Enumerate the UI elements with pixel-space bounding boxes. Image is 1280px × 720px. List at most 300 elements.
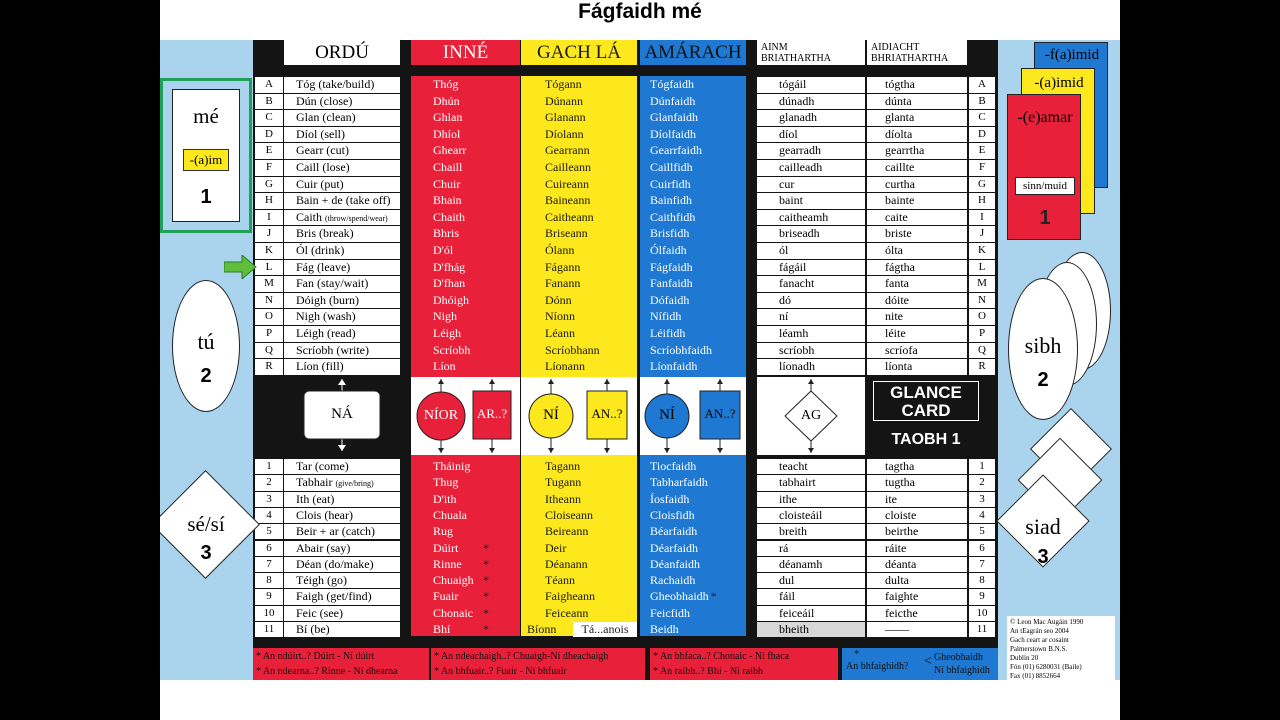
inne-cell [411, 541, 520, 556]
na-label: NÁ [331, 406, 353, 422]
header-aidiacht-1: AIDIACHT [871, 42, 920, 53]
gach-la-cell [521, 343, 637, 359]
ainm-briathartha-cell: líonadh [757, 359, 865, 375]
note-gheobhaidh-answer: Gheobhaidh [934, 652, 983, 663]
ainm-briathartha-cell: fágáil [757, 260, 865, 276]
verb-row [253, 343, 998, 359]
credit-line-4: Palmerstown B.N.S. [1010, 645, 1068, 653]
inne-form: Bhí [433, 622, 451, 636]
inne-form: Tháinig [433, 459, 471, 473]
nior-label: NÍOR [423, 408, 459, 423]
inne-form: Nigh [433, 309, 457, 324]
ordu-verb: Nigh (wash) [296, 309, 356, 324]
amarach-form: Cuirfidh [650, 176, 691, 191]
ordu-verb: Déan (do/make) [296, 556, 374, 571]
person-2: 2 [200, 365, 212, 387]
row-letter-left: L [255, 260, 283, 276]
amarach-cell [640, 343, 746, 359]
aidiacht-cell: tugtha [867, 475, 967, 490]
ordu-verb: Caith [296, 209, 322, 224]
amarach-form: Déarfaidh [650, 540, 698, 555]
inne-form: Chaill [433, 160, 463, 174]
amarach-cell [640, 557, 746, 572]
header-ainm [757, 40, 865, 65]
pronoun-tu: tú [197, 329, 215, 354]
amarach-cell [640, 210, 746, 226]
inne-form: Fuair [433, 589, 459, 604]
gach-la-form: Léann [545, 326, 575, 340]
gach-la-form: Itheann [545, 491, 581, 506]
inne-cell [411, 326, 520, 342]
row-letter-left: F [255, 160, 283, 176]
ordu-cell [284, 177, 400, 193]
ordu-verb: Dún (close) [296, 93, 353, 108]
ainm-briathartha-cell: cloisteáil [757, 508, 865, 523]
ag-label: AG [800, 408, 822, 423]
irregular-star-icon: * [483, 589, 489, 604]
slide [160, 0, 1120, 720]
row-letter-left: 8 [255, 573, 283, 588]
copyright-credits [1007, 616, 1115, 680]
row-letter-right: I [969, 210, 995, 226]
ending-eamar: -(e)amar [1017, 109, 1073, 126]
row-letter-right: N [969, 293, 995, 309]
ordu-cell [284, 326, 400, 342]
amarach-cell [640, 622, 746, 637]
person-3-plural: 3 [1037, 546, 1049, 568]
header-aidiacht-2: BHRIATHARTHA [871, 53, 949, 64]
star-icon: * [653, 651, 658, 662]
aidiacht-cell: caite [867, 210, 967, 226]
amarach-cell [640, 492, 746, 507]
verb-row [253, 243, 998, 259]
note-fuair: An bhfuair..? Fuair - Ní bhfuair [440, 666, 567, 677]
header-aidiacht [867, 40, 967, 65]
gach-la-cell [521, 143, 637, 159]
gach-la-form: Téann [545, 573, 575, 588]
inne-cell [411, 110, 520, 126]
aidiacht-cell: curtha [867, 177, 967, 193]
amarach-form: Fágfaidh [650, 259, 693, 274]
aidiacht-cell: ite [867, 492, 967, 507]
person-1: 1 [200, 186, 212, 208]
inne-cell [411, 77, 520, 93]
amarach-cell [640, 309, 746, 325]
ordu-verb: Caill (lose) [296, 160, 350, 174]
aidiacht-cell: gearrtha [867, 143, 967, 159]
row-letter-left: A [255, 77, 283, 93]
inne-form: Dhíol [433, 126, 461, 141]
gach-la-cell [521, 573, 637, 588]
amarach-form: Déanfaidh [650, 556, 700, 571]
ainm-briathartha-cell: dúnadh [757, 94, 865, 110]
amarach-cell [640, 276, 746, 292]
amarach-cell [640, 260, 746, 276]
inne-form: D'ól [433, 243, 454, 257]
ordu-gloss-small: (give/bring) [335, 479, 374, 489]
aidiacht-cell: tógtha [867, 77, 967, 93]
amarach-form: Cloisfidh [650, 507, 695, 522]
note-ni-bhfaighidh: Ní bhfaighidh [934, 665, 990, 676]
verb-row [253, 508, 998, 523]
inne-cell [411, 260, 520, 276]
ordu-verb: Díol (sell) [296, 126, 345, 141]
aidiacht-cell: tagtha [867, 459, 967, 474]
ordu-verb: Glan (clean) [296, 110, 356, 125]
amarach-form: Gheobhaidh [650, 589, 709, 604]
ainm-briathartha-cell: tabhairt [757, 475, 865, 490]
ordu-cell [284, 541, 400, 556]
ordu-cell [284, 343, 400, 359]
ordu-verb: Bris (break) [296, 226, 354, 241]
row-letter-right: 7 [969, 557, 995, 572]
amarach-form: Díolfaidh [650, 126, 696, 141]
amarach-form: Tabharfaidh [650, 475, 708, 490]
slide-title: Fágfaidh mé [578, 0, 702, 23]
ordu-verb: Tóg (take/build) [296, 77, 375, 91]
irregular-star-icon: * [710, 589, 717, 604]
row-letter-right: D [969, 127, 995, 143]
an-present-label: AN..? [591, 406, 623, 421]
amarach-cell [640, 127, 746, 143]
gach-la-cell [521, 589, 637, 604]
row-letter-right: B [969, 94, 995, 110]
ordu-gloss-small: (throw/spend/wear) [325, 213, 388, 223]
aidiacht-cell: cloiste [867, 508, 967, 523]
ainm-briathartha-cell: caitheamh [757, 210, 865, 226]
gach-la-cell [521, 492, 637, 507]
aidiacht-cell: caillte [867, 160, 967, 176]
amarach-form: Béarfaidh [650, 524, 698, 539]
inne-cell [411, 210, 520, 226]
gach-la-cell [521, 541, 637, 556]
gach-la-cell [521, 293, 637, 309]
ordu-verb: Téigh (go) [296, 573, 347, 588]
ordu-cell [284, 127, 400, 143]
row-letter-right: H [969, 193, 995, 209]
credit-line-6: Fón (01) 6280031 (Baile) [1010, 663, 1082, 671]
card-word: CARD [901, 401, 951, 420]
ordu-cell [284, 293, 400, 309]
inne-cell [411, 459, 520, 474]
verb-row [253, 110, 998, 126]
verb-row [253, 293, 998, 309]
ordu-verb: Gearr (cut) [296, 143, 349, 158]
row-letter-right: R [969, 359, 995, 375]
aidiacht-cell: —— [867, 622, 967, 637]
ordu-cell [284, 573, 400, 588]
header-amarach: AMÁRACH [640, 40, 746, 65]
ainm-briathartha-cell: dul [757, 573, 865, 588]
gach-la-cell [521, 309, 637, 325]
ordu-cell [284, 492, 400, 507]
inne-cell [411, 343, 520, 359]
inne-cell [411, 492, 520, 507]
ainm-briathartha-cell: glanadh [757, 110, 865, 126]
row-letter-right: 10 [969, 606, 995, 621]
note-chuaigh: An ndeachaigh..? Chuaigh-Ní dheachaigh [440, 651, 609, 662]
row-letter-right: 2 [969, 475, 995, 490]
gach-la-cell [521, 524, 637, 539]
ordu-cell [284, 359, 400, 375]
ordu-verb: Bain + de (take off) [296, 193, 391, 208]
verb-row [253, 459, 998, 474]
inne-form: Dhún [433, 93, 460, 108]
verb-row [253, 226, 998, 242]
inne-cell [411, 226, 520, 242]
verb-row [253, 541, 998, 556]
gach-la-cell [521, 475, 637, 490]
ainm-briathartha-cell: ithe [757, 492, 865, 507]
inne-cell [411, 193, 520, 209]
amarach-form: Léifidh [650, 326, 686, 340]
amarach-cell [640, 508, 746, 523]
gach-la-form: Níonn [545, 309, 575, 324]
row-letter-left: Q [255, 343, 283, 359]
gach-la-cell [521, 508, 637, 523]
ordu-cell [284, 459, 400, 474]
gach-la-cell [521, 459, 637, 474]
row-letter-right: 4 [969, 508, 995, 523]
pronoun-se-si: sé/sí [187, 512, 225, 536]
irregular-star-icon: * [483, 622, 489, 636]
gach-la-cell [521, 77, 637, 93]
gach-la-cell [521, 110, 637, 126]
verb-row [253, 260, 998, 276]
gach-la-cell [521, 127, 637, 143]
row-letter-left: K [255, 243, 283, 259]
ordu-verb: Faigh (get/find) [296, 589, 372, 604]
inne-cell [411, 243, 520, 259]
inne-cell [411, 160, 520, 176]
row-letter-left: 9 [255, 589, 283, 604]
ainm-briathartha-cell: bheith [757, 622, 865, 637]
gach-la-cell [521, 276, 637, 292]
note-chonaic-bhi [650, 648, 838, 680]
row-letter-right: 6 [969, 541, 995, 556]
ordu-verb: Tabhair [296, 475, 333, 490]
ordu-cell [284, 226, 400, 242]
aidiacht-cell: fanta [867, 276, 967, 292]
ordu-verb: Fan (stay/wait) [296, 276, 369, 291]
gach-la-cell [521, 94, 637, 110]
gach-la-cell [521, 359, 637, 375]
taobh-label: TAOBH 1 [891, 431, 961, 448]
ar-question-label: AR..? [476, 406, 508, 421]
pronoun-me: mé [193, 104, 219, 128]
ainm-briathartha-cell: fáil [757, 589, 865, 604]
verb-table [253, 40, 998, 680]
verb-row [253, 193, 998, 209]
row-letter-left: H [255, 193, 283, 209]
row-letter-left: 3 [255, 492, 283, 507]
credit-line-7: Fax (01) 8852664 [1010, 672, 1061, 680]
ordu-cell [284, 260, 400, 276]
amarach-form: Líonfaidh [650, 359, 698, 374]
ta-anois-note: Tá...anois [573, 622, 637, 637]
row-letter-right: F [969, 160, 995, 176]
gach-la-cell [521, 260, 637, 276]
note-rinne: An ndearna..? Rinne - Ní dhearna [262, 666, 398, 677]
gach-la-cell [521, 193, 637, 209]
ordu-verb: Feic (see) [296, 605, 343, 620]
gach-la-form: Tógann [545, 77, 582, 91]
amarach-cell [640, 77, 746, 93]
star-icon: * [434, 651, 439, 662]
inne-form: Dúirt [433, 540, 459, 555]
inne-form: Chaith [433, 209, 465, 224]
ainm-briathartha-cell: gearradh [757, 143, 865, 159]
ainm-briathartha-cell: déanamh [757, 557, 865, 572]
ordu-verb: Scríobh (write) [296, 342, 369, 357]
inne-negative-section [411, 377, 520, 455]
verb-row [253, 359, 998, 375]
ordu-cell [284, 110, 400, 126]
row-letter-left: D [255, 127, 283, 143]
note-duirt: An ndúirt..? Dúirt - Ní dúirt [262, 651, 375, 662]
aidiacht-cell: briste [867, 226, 967, 242]
amarach-form: Dúnfaidh [650, 93, 696, 108]
inne-cell [411, 589, 520, 604]
aidiacht-cell: ólta [867, 243, 967, 259]
ordu-cell [284, 94, 400, 110]
row-letter-right: K [969, 243, 995, 259]
inne-form: Chuala [433, 507, 467, 522]
inne-cell [411, 508, 520, 523]
amarach-form: Beidh [650, 622, 679, 636]
inne-form: D'fhág [433, 259, 466, 274]
top-verb-rows [253, 77, 998, 377]
amarach-cell [640, 359, 746, 375]
inne-form: Léigh [433, 326, 461, 340]
inne-cell [411, 359, 520, 375]
ainm-briathartha-cell: tógáil [757, 77, 865, 93]
inne-form: Rug [433, 524, 454, 539]
ordu-verb: Clois (hear) [296, 507, 353, 522]
header-ainm-2: BRIATHARTHA [761, 53, 831, 64]
ordu-verb: Dóigh (burn) [296, 292, 359, 307]
ordu-verb: Abair (say) [296, 540, 351, 555]
amarach-form: Caithfidh [650, 209, 696, 224]
verb-row [253, 77, 998, 93]
inne-form: D'ith [433, 491, 457, 506]
gach-negative-section [521, 377, 637, 455]
verb-row [253, 573, 998, 588]
ordu-verb: Léigh (read) [296, 326, 356, 340]
amarach-cell [640, 524, 746, 539]
gach-la-form: Dónn [545, 292, 572, 307]
amarach-form: Scríobhfaidh [650, 342, 712, 357]
amarach-form: Brisfidh [650, 226, 690, 241]
row-letter-right: Q [969, 343, 995, 359]
row-letter-right: 9 [969, 589, 995, 604]
verb-row [253, 589, 998, 604]
glance-card [160, 40, 1120, 680]
gach-la-cell [521, 557, 637, 572]
inne-cell [411, 606, 520, 621]
row-letter-right: 3 [969, 492, 995, 507]
row-letter-left: P [255, 326, 283, 342]
amarach-form: Fanfaidh [650, 276, 693, 291]
star-icon: * [854, 649, 859, 660]
header-inne: INNÉ [411, 40, 520, 65]
gach-la-cell [521, 210, 637, 226]
ordu-cell [284, 622, 400, 637]
row-letter-right: O [969, 309, 995, 325]
ordu-cell [284, 606, 400, 621]
gach-la-form: Cailleann [545, 160, 591, 174]
ordu-cell [284, 557, 400, 572]
amarach-form: Feicfidh [650, 605, 690, 620]
inne-cell [411, 143, 520, 159]
inne-cell [411, 94, 520, 110]
pronoun-tu-oval [172, 280, 240, 412]
verb-row [253, 276, 998, 292]
verb-row [253, 160, 998, 176]
amarach-negative-section [640, 377, 746, 455]
ordu-cell [284, 143, 400, 159]
row-letter-left: I [255, 210, 283, 226]
amarach-cell [640, 326, 746, 342]
aidiacht-cell: díolta [867, 127, 967, 143]
gach-la-form: Baineann [545, 193, 591, 208]
ordu-cell [284, 309, 400, 325]
inne-form: D'fhan [433, 276, 466, 291]
inne-cell [411, 293, 520, 309]
note-bhi: An raibh..? Bhí - Ní raibh [659, 666, 763, 677]
gach-la-form: Cloiseann [545, 507, 593, 522]
inne-form: Líon [433, 359, 456, 374]
row-letter-right: 5 [969, 524, 995, 539]
ainm-briathartha-cell: ní [757, 309, 865, 325]
ordu-cell [284, 77, 400, 93]
irregular-star-icon: * [483, 540, 489, 555]
inne-form: Scríobh [433, 342, 471, 357]
gach-la-cell [521, 606, 637, 621]
inne-cell [411, 573, 520, 588]
aidiacht-cell: déanta [867, 557, 967, 572]
credit-line-1: © Leon Mac Augáin 1990 [1010, 618, 1084, 626]
row-letter-right: C [969, 110, 995, 126]
credit-line-2: An tEagrán seo 2004 [1010, 627, 1069, 635]
aidiacht-cell: glanta [867, 110, 967, 126]
ordu-verb: Beir + ar (catch) [296, 524, 376, 539]
ainm-briathartha-cell: teacht [757, 459, 865, 474]
row-letter-left: C [255, 110, 283, 126]
verb-row [253, 524, 998, 539]
ordu-verb: Tar (come) [296, 459, 349, 473]
gach-la-form: Glanann [545, 110, 586, 125]
row-letter-left: 2 [255, 475, 283, 490]
gach-la-form: Déanann [545, 556, 588, 571]
inne-cell [411, 524, 520, 539]
arrow-right-icon [224, 255, 258, 279]
aidiacht-cell: nite [867, 309, 967, 325]
amarach-form: Gearrfaidh [650, 143, 702, 158]
inne-form: Rinne [433, 556, 462, 571]
inne-form: Thug [433, 475, 459, 490]
ag-section [757, 377, 865, 455]
row-letter-right: 1 [969, 459, 995, 474]
inne-form: Ghlan [433, 110, 463, 125]
amarach-cell [640, 243, 746, 259]
ainm-briathartha-cell: briseadh [757, 226, 865, 242]
gach-la-cell [521, 243, 637, 259]
row-letter-right: P [969, 326, 995, 342]
inne-form: Chonaic [433, 605, 473, 620]
row-letter-right: 8 [969, 573, 995, 588]
ainm-briathartha-cell: cur [757, 177, 865, 193]
